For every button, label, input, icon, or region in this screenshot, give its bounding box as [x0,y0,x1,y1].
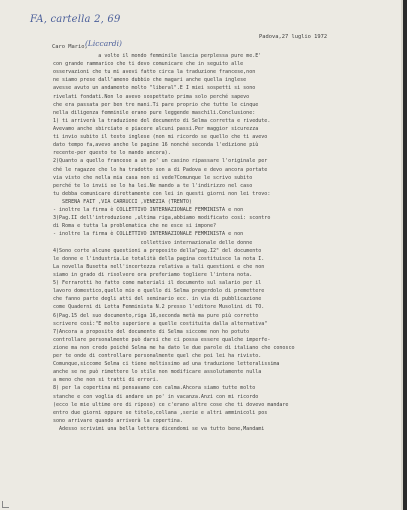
letter-line: avesse avuto un andamento molto "liberal".E I miei sospetti si sono [53,85,256,92]
letter-line: 3)Pag.II dell'introduzione ,ultima riga,abbiamo modificato così: scontro [53,215,271,222]
letter-line: zione ma non credo poiché Selma me ha dato le due parole di italiano che conosco [53,344,295,351]
letter-line: le donne e l'industria.Le totalità della pagina costituisce la nota I. [53,255,265,262]
letter-line: 8) per la copertina mi pensavamo con calma.Ahcora siamo tutte molto [53,385,256,392]
letter-line: che fanno parte degli atti del seminario ecc. in via di pubblicazione [53,296,262,303]
letter-line: 5) Ferrarotti ho fatto come materiali il documento sul salario per il [53,280,262,287]
letter-line: nella diligenza femminile erano pure leggende maschili.Conclusione: [53,109,256,116]
letter-line: via visto che nella mia casa non si vede?Comunque le scrivo subito [53,174,253,181]
letter-line: ti invio subito il testo inglese (non mi ricordo se quello che ti avevo [53,134,268,141]
letter-line: 7)Ancora a proposito del documento di Selma siccome non ho potuto [53,328,250,335]
letter-line: a volte il mondo femminile lascia perplessa pure me.E' [53,53,262,59]
letter-line: controllare personalmente può darsi che ci possa essere qualche imperfe- [53,336,271,343]
letter-line: - inoltre la firma è COLLETTIVO INTERNAZIONALE FEMMINISTA e non [53,207,244,214]
letter-line: 2)Quanto a quello francese a un po' un casino ripassare l'originale per [53,158,268,165]
letter-line: scrivere così:"E molto superiore a quelle costituita dalla alternativa" [53,320,268,327]
letter-line: ché le ragazze che lo ha tradotto son a di Padova e devo ancora portate [53,166,268,173]
letter-date: Padova,27 luglio 1972 [259,34,328,40]
letter-line: entro due giorni oppure se titolo,collana ,serie e altri amminicoli pos [53,409,268,416]
letter-line: La novella Busetta nell'incertezza relativa a tali questioni e che non [53,263,265,270]
letter-line: collettivo internazionale delle donne [53,239,253,246]
archive-reference-handwritten: FA, cartella 2, 69 [30,14,121,25]
letter-line: osservazioni che tu mi avevi fatto circa la traduzione francese,non [53,69,256,76]
letter-line: 4)Sono corte alcune questioni a proposito della"pag.I2" del documento [53,247,262,254]
letter-line: - inoltre la firma è COLLETTIVO INTERNAZIONALE FEMMINISTA e non [53,231,244,238]
letter-line: che era passata per ben tre mani.Ti pare proprio che tutte le cinque [53,101,259,108]
letter-line: sono arrivare quando arriverà la copertina. [53,417,183,424]
letter-line: di Roma e tutta la problematica che ne esce si impone? [53,223,216,230]
letter-body [53,52,393,433]
letter-line: 6)Pag.15 del suo documento,riga 16,seconda metà ma pure più corretto [53,312,259,319]
letter-line: Comunque,siccome Selma ci tiene moltissimo ad una traduzione letteralissima [53,361,280,368]
letter-line: rivelati fondati.Non lo avevo sospettato prima solo perché sapevo [53,93,250,100]
letter-line: a meno che non si tratti di errori. [53,377,159,384]
page-corner-mark [2,501,9,508]
letter-line: anche se ne può rimettere lo stile non modificare assolutamente nulla [53,369,262,376]
letter-line: siamo in grado di risolvere ora preferiamo togliere l'intera nota. [53,271,253,278]
letter-salutation: Caro Mario, [52,44,88,50]
letter-line: Avevamo anche sbirciato e piacere alcuni passi.Per maggior sicurezza [53,125,259,132]
letter-line: SERENA FAIT ,VIA CARRUCCI ,VENEZIA (TRENTO) [53,198,192,205]
letter-line: 1) ti arriverà la traduzione del documento di Selma corretta e rivedute. [53,117,271,124]
letter-line: per te onde di controllare personalmente quel che poi lei ha rivisto. [53,353,262,360]
recipient-name-handwritten: (Liccardi) [85,39,122,48]
letter-line: Adesso scrivimi una bella lettera dicendomi se va tutto bene,Mandami [53,426,265,433]
letter-line: stanche e con voglia di andare un po' in vacanza.Anzi con mi ricordo [53,393,259,400]
letter-line: dato tempo fa,avevo anche le pagine 16 nonché seconda l'edizione più [53,142,259,149]
letter-line: recente-per questo te lo mando ancora). [53,150,171,157]
letter-line: tu debba comunicare direttamente con lei in questi giorni non lei trovo: [53,190,271,197]
letter-line: (ecco le mie ultime ore di riposo) ce c'erano altre cose che ti dovevo mandare [53,401,289,408]
letter-line: ne siamo prese dall'ameno dubbio che magari anche quella inglese [53,77,247,84]
letter-line: come Quaderni di Lotta Femminista N.2 presso l'editore Musolini di TO. [53,304,265,311]
letter-line: con grande rammarico che ti devo comunicare che in seguito alle [53,61,244,68]
letter-line: lavoro domestico,quello mio e quello di Selma pregerdolo di premettere [53,288,265,295]
letter-line: perché te lo invii se lo ha lei.Ne mando a te l'indirizzo nel caso [53,182,253,189]
